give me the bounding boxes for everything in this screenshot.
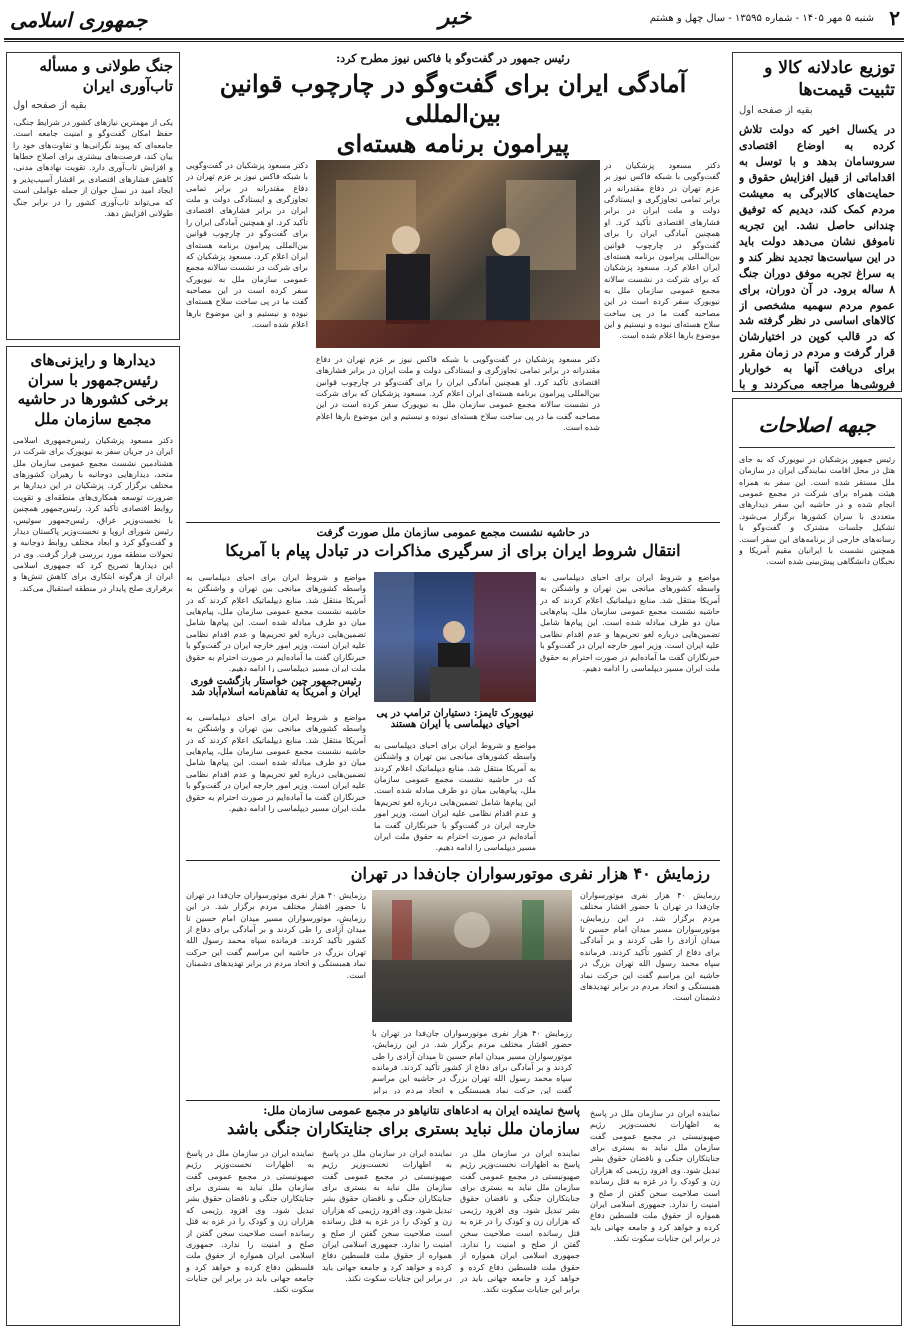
masthead (0, 0, 908, 46)
top-story (186, 52, 720, 518)
left-column-box (6, 52, 180, 340)
rally-body-right: رزمایش ۴۰ هزار نفری موتورسواران جان‌فدا در تهران با حضور اقشار مختلف مردم برگزار شد. در این رزمایش، موتورسواران مسیر میدان امام حسین تا میدان آزادی را طی کردند و بر آمادگی برای دفاع از کشور تأکید کردند. فرمانده سپاه محمد رسول الله تهران بزرگ در حاشیه این مراسم گفت این حرکت نماد همبستگی و اتحاد مردم در برابر تهدیدهای دشمنان است. (580, 891, 720, 1003)
mid-story-sub2: نیویورک تایمز: دستیاران ترامپ در پی احیای دیپلماسی با ایران هستند (376, 708, 534, 730)
mid-story-headline: انتقال شروط ایران برای از سرگیری مذاکرات در تبادل پیام با آمریکا (225, 541, 681, 560)
mid-story-sub1: رئیس‌جمهور چین خواستار بازگشت فوری ایران و آمریکا به تفاهم‌نامه اسلام‌آباد شد (190, 676, 362, 698)
left-column-title: جنگ طولانی و مسأله تاب‌آوری ایران (39, 57, 173, 95)
paper-name: جمهوری اسلامی (10, 8, 148, 32)
mid-story-kicker: در حاشیه نشست مجمع عمومی سازمان ملل صورت گرفت (316, 526, 590, 539)
rally-photo (372, 890, 572, 1022)
left-column-body-2: دکتر مسعود پزشکیان رئیس‌جمهوری اسلامی ایران در جریان سفر به نیویورک برای شرکت در هشتادمین نشست مجمع عمومی سازمان ملل متحد، دیدارهایی دوجانبه با رهبران کشورهای مختلف برگزار کرد. پزشکیان در این دیدارها بر ضرورت توسعه همکاری‌های منطقه‌ای و تقویت روابط اقتصادی تأکید کرد. رئیس‌جمهور همچنین با نخست‌وزیر عراق، رئیس‌جمهور سوئیس، رئیس شورای اروپا و نخست‌وزیر پاکستان دیدار و گفت‌وگو کرد و ابعاد مختلف روابط دوجانبه و تحولات منطقه مورد بررسی قرار گرفت. وی در این دیدارها تصریح کرد که جمهوری اسلامی ایران از هرگونه ابتکاری برای کاهش تنش‌ها و برقراری صلح پایدار در منطقه استقبال می‌کند. (13, 436, 173, 593)
left-column-box-2 (6, 346, 180, 1326)
mid-story-body-left-2: مواضع و شروط ایران برای احیای دیپلماسی به واسطه کشورهای میانجی بین تهران و واشنگتن به آمریکا منتقل شد. منابع دیپلماتیک اعلام کردند که در حاشیه نشست مجمع عمومی سازمان ملل، پیام‌هایی میان دو طرف مبادله شده است. این پیام‌ها شامل تضمین‌هایی درباره لغو تحریم‌ها و عدم اقدام نظامی علیه ایران است. وزیر امور خارجه ایران در گفت‌وگو با خبرنگاران گفت ما آماده‌ایم در صورت احترام به حقوق ملت ایران مسیر دیپلماسی را ادامه دهیم. (186, 713, 366, 813)
rally-headline: رزمایش ۴۰ هزار نفری موتورسواران جان‌فدا در تهران (350, 864, 710, 883)
right-column-continued: بقیه از صفحه اول (739, 105, 813, 117)
bottom-story-body-1: نماینده ایران در سازمان ملل در پاسخ به اظهارات نخست‌وزیر رژیم صهیونیستی در مجمع عمومی گفت سازمان ملل نباید به بستری برای جنایتکاران جنگی و ناقضان حقوق بشر تبدیل شود. وی افزود رژیمی که هزاران زن و کودک را در غزه به قتل رسانده است صلاحیت سخن گفتن از صلح و امنیت را ندارد. جمهوری اسلامی ایران همواره از حقوق ملت فلسطین دفاع کرده و خواهد کرد و جامعه جهانی باید در برابر این جنایات سکوت نکند. (460, 1149, 580, 1295)
top-story-photo (316, 160, 600, 348)
rally-body-center: رزمایش ۴۰ هزار نفری موتورسواران جان‌فدا در تهران با حضور اقشار مختلف مردم برگزار شد. در این رزمایش، موتورسواران مسیر میدان امام حسین تا میدان آزادی را طی کردند و بر آمادگی برای دفاع از کشور تأکید کردند. فرمانده سپاه محمد رسول الله تهران بزرگ در حاشیه این مراسم گفت این حرکت نماد همبستگی و اتحاد مردم در برابر (372, 1029, 572, 1094)
page-number: ۲ (889, 6, 900, 30)
bottom-story-body-3: نماینده ایران در سازمان ملل در پاسخ به اظهارات نخست‌وزیر رژیم صهیونیستی در مجمع عمومی گفت سازمان ملل نباید به بستری برای جنایتکاران جنگی و ناقضان حقوق بشر تبدیل شود. وی افزود رژیمی که هزاران زن و کودک را در غزه به قتل رسانده است صلاحیت سخن گفتن از صلح و امنیت را ندارد. جمهوری اسلامی ایران همواره از حقوق ملت فلسطین دفاع کرده و خواهد کرد و جامعه جهانی باید در برابر این جنایات سکوت نکند. (186, 1149, 314, 1295)
top-story-kicker: رئیس جمهور در گفت‌وگو با فاکس نیوز مطرح کرد: (336, 52, 570, 65)
bottom-story-body-right: نماینده ایران در سازمان ملل در پاسخ به اظهارات نخست‌وزیر رژیم صهیونیستی در مجمع عمومی گفت سازمان ملل نباید به بستری برای جنایتکاران جنگی و ناقضان حقوق بشر تبدیل شود. وی افزود رژیمی که هزاران زن و کودک را در غزه به قتل رسانده است صلاحیت سخن گفتن از صلح و امنیت را ندارد. جمهوری اسلامی ایران همواره از حقوق ملت فلسطین دفاع کرده و خواهد کرد و جامعه جهانی باید در برابر این جنایات سکوت نکند. (590, 1109, 720, 1243)
mid-story-body-left: مواضع و شروط ایران برای احیای دیپلماسی به واسطه کشورهای میانجی بین تهران و واشنگتن به آمریکا منتقل شد. منابع دیپلماتیک اعلام کردند که در حاشیه نشست مجمع عمومی سازمان ملل، پیام‌هایی میان دو طرف مبادله شده است. این پیام‌ها شامل تضمین‌هایی درباره لغو تحریم‌ها و عدم اقدام نظامی علیه ایران است. وزیر امور خارجه ایران در گفت‌وگو با خبرنگاران گفت ما آماده‌ایم در صورت احترام به حقوق ملت ایران مسیر دیپلماسی را ادامه دهیم. (186, 573, 366, 672)
bottom-story-headline: سازمان ملل نباید بستری برای جنایتکاران جنگی باشد (227, 1119, 580, 1138)
crowd-photo-icon (372, 890, 572, 1022)
right-column-title: توزیع عادلانه کالا و تثبیت قیمت‌ها (764, 58, 895, 101)
section-title: خبر (438, 4, 472, 30)
right-column-body: در یکسال اخیر که دولت تلاش کرده به اوضاع اقتصادی سروسامان بدهد و با توسل به اقداماتی از قبیل افزایش حقوق و حمایت‌های کالابرگی به معیشت مردم کمک کند، دیدیم که توفیق چندانی حاصل نشد. این تجربه ناموفق نشان می‌دهد دولت باید در این سیاست‌ها تجدید نظر کند و به سراغ تجربه موفق دوران جنگ ۸ ساله برود. در آن دوران، برای عموم مردم سهمیه مشخصی از کالاهای اساسی در نظر گرفته شد که در قالب کوپن در اختیارشان قرار گرفت و مردم در زمان مقرر برای دریافت آنها به خواربار فروشی‌ها مراجعه می‌کردند و با (739, 123, 895, 392)
mid-story-body-right: مواضع و شروط ایران برای احیای دیپلماسی به واسطه کشورهای میانجی بین تهران و واشنگتن به آمریکا منتقل شد. منابع دیپلماتیک اعلام کردند که در حاشیه نشست مجمع عمومی سازمان ملل، پیام‌هایی میان دو طرف مبادله شده است. این پیام‌ها شامل تضمین‌هایی درباره لغو تحریم‌ها و عدم اقدام نظامی علیه ایران است. وزیر امور خارجه ایران در گفت‌وگو با خبرنگاران گفت ما آماده‌ایم در صورت احترام به حقوق ملت ایران مسیر دیپلماسی را ادامه دهیم. (540, 573, 720, 673)
mid-story-photo (374, 572, 536, 702)
bottom-story (186, 1104, 720, 1326)
speaker-photo-icon (374, 572, 536, 702)
mid-story (186, 526, 720, 856)
top-story-headline-2: پیرامون برنامه هسته‌ای (336, 129, 570, 158)
jebhe-box (732, 398, 902, 1326)
top-story-body-right: دکتر مسعود پزشکیان در گفت‌وگویی با شبکه فاکس نیوز بر عزم تهران در دفاع مقتدرانه در برابر تمامی تجاوزگری و ایستادگی دولت و ملت ایران در برابر فشارهای اقتصادی تأکید کرد. او همچنین آمادگی ایران را برای گفت‌وگو در چارچوب قوانین بین‌المللی پیرامون برنامه هسته‌ای ایران اعلام کرد. مسعود پزشکیان که برای شرکت در نشست سالانه مجمع عمومی سازمان ملل به نیویورک سفر کرده است در این مصاحبه گفت ما در پی ساخت سلاح هسته‌ای نبوده و نیستیم و این موضوع بارها اعلام شده است. (604, 161, 720, 341)
rally-body-left: رزمایش ۴۰ هزار نفری موتورسواران جان‌فدا در تهران با حضور اقشار مختلف مردم برگزار شد. در این رزمایش، موتورسواران مسیر میدان امام حسین تا میدان آزادی را طی کردند و بر آمادگی برای دفاع از کشور تأکید کردند. فرمانده سپاه محمد رسول الله تهران بزرگ در حاشیه این مراسم گفت این حرکت نماد همبستگی و اتحاد مردم در برابر تهدیدهای دشمنان است. (186, 891, 366, 980)
top-story-body-left: دکتر مسعود پزشکیان در گفت‌وگویی با شبکه فاکس نیوز بر عزم تهران در دفاع مقتدرانه در برابر تمامی تجاوزگری و ایستادگی دولت و ملت ایران در برابر فشارهای اقتصادی تأکید کرد. او همچنین آمادگی ایران را برای گفت‌وگو در چارچوب قوانین بین‌المللی پیرامون برنامه هسته‌ای ایران اعلام کرد. مسعود پزشکیان که برای شرکت در نشست سالانه مجمع عمومی سازمان ملل به نیویورک سفر کرده است در این مصاحبه گفت ما در پی ساخت سلاح هسته‌ای نبوده و نیستیم و این موضوع بارها اعلام شده است. (186, 161, 308, 330)
jebhe-body: رئیس جمهور پزشکیان در نیویورک که به جای هتل در محل اقامت نمایندگی ایران در سازمان ملل مستقر شده است. این سفر به همراه هیئت همراه برای شرکت در مجمع عمومی انجام شده و در حاشیه این سفر دیدارهای متعددی با سران کشورها برگزار می‌شود. تشکیل جلسات مشترک و گفت‌وگو با رسانه‌های خارجی از برنامه‌های این سفر است. همچنین نشست با ایرانیان مقیم آمریکا و نخبگان دانشگاهی پیش‌بینی شده است. (739, 455, 895, 567)
top-story-headline: آمادگی ایران برای گفت‌وگو در چارچوب قوانین بین‌المللی (219, 69, 687, 128)
jebhe-logo: جبهه اصلاحات (739, 403, 895, 448)
interview-photo-icon (316, 160, 600, 348)
right-column-box (732, 52, 902, 392)
left-column-continued: بقیه از صفحه اول (13, 100, 87, 111)
rally-story (186, 864, 720, 1096)
mid-story-body-center: مواضع و شروط ایران برای احیای دیپلماسی به واسطه کشورهای میانجی بین تهران و واشنگتن به آمریکا منتقل شد. منابع دیپلماتیک اعلام کردند که در حاشیه نشست مجمع عمومی سازمان ملل، پیام‌هایی میان دو طرف مبادله شده است. این پیام‌ها شامل تضمین‌هایی درباره لغو تحریم‌ها و عدم اقدام نظامی علیه ایران است. وزیر امور خارجه ایران در گفت‌وگو با خبرنگاران گفت ما آماده‌ایم در صورت احترام به حقوق ملت ایران مسیر دیپلماسی را ادامه دهیم. (374, 741, 536, 852)
bottom-story-body-2: نماینده ایران در سازمان ملل در پاسخ به اظهارات نخست‌وزیر رژیم صهیونیستی در مجمع عمومی گفت سازمان ملل نباید به بستری برای جنایتکاران جنگی و ناقضان حقوق بشر تبدیل شود. وی افزود رژیمی که هزاران زن و کودک را در غزه به قتل رسانده است صلاحیت سخن گفتن از صلح و امنیت را ندارد. جمهوری اسلامی ایران همواره از حقوق ملت فلسطین دفاع کرده و خواهد کرد و جامعه جهانی باید در برابر این جنایات سکوت نکند. (322, 1149, 452, 1283)
top-story-body-bottom: دکتر مسعود پزشکیان در گفت‌وگویی با شبکه فاکس نیوز بر عزم تهران در دفاع مقتدرانه در برابر تمامی تجاوزگری و ایستادگی دولت و ملت ایران در برابر فشارهای اقتصادی تأکید کرد. او همچنین آمادگی ایران را برای گفت‌وگو در چارچوب قوانین بین‌المللی پیرامون برنامه هسته‌ای ایران اعلام کرد. مسعود پزشکیان که برای شرکت در نشست سالانه مجمع عمومی سازمان ملل به نیویورک سفر کرده است در این مصاحبه گفت ما در پی ساخت سلاح هسته‌ای نبوده و نیستیم و این موضوع بارها اعلام شده است. (316, 355, 600, 433)
left-column-title-2: دیدارها و رایزنی‌های رئیس‌جمهور با سران برخی کشورها در حاشیه مجمع سازمان ملل (17, 351, 169, 428)
left-column-body: یکی از مهمترین نیازهای کشور در شرایط جنگی، حفظ امکان گفت‌وگو و امنیت جامعه است. جامعه‌ای که پیوند نگرانی‌ها و تفاوت‌های خود را بیان کند، فرصت‌های بیشتری برای اصلاح خطاها و افزایش تاب‌آوری دارد. تقویت نهادهای مدنی، کاهش فشارهای اقتصادی بر اقشار آسیب‌پذیر و ایجاد امید در نسل جوان از جمله عواملی است که می‌تواند تاب‌آوری کشور را در برابر جنگ طولانی افزایش دهد. (13, 118, 173, 218)
issue-line: شنبه ۵ مهر ۱۴۰۵ - شماره ۱۳۵۹۵ - سال چهل و هشتم (649, 13, 874, 24)
bottom-story-kicker: پاسخ نماینده ایران به ادعاهای نتانیاهو در مجمع عمومی سازمان ملل: (263, 1104, 580, 1117)
